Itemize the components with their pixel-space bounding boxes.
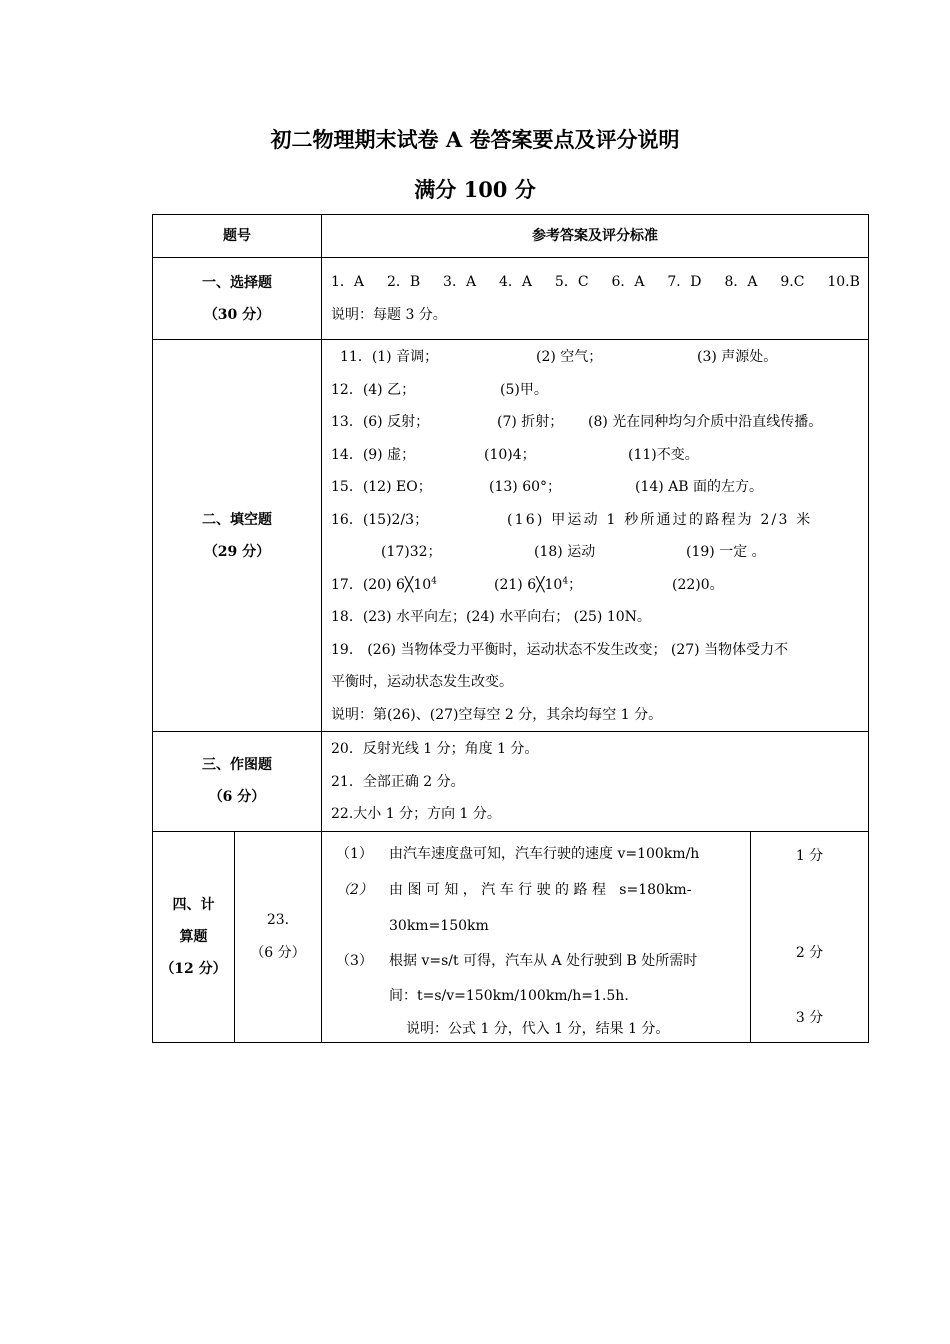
section-calc-points: （12 分） bbox=[160, 960, 227, 977]
score-value: 2 分 bbox=[795, 944, 824, 961]
step-text: 30km=150km bbox=[389, 917, 489, 934]
section-choice-label bbox=[153, 258, 322, 340]
section-choice-answers bbox=[322, 258, 869, 340]
choice-answer: 8．A bbox=[724, 274, 758, 290]
step-label: （1） bbox=[336, 845, 373, 862]
fill-answer: (5)甲。 bbox=[500, 381, 548, 398]
section-fill-row bbox=[153, 340, 869, 732]
step-text: 由 图 可 知 ， 汽 车 行 驶 的 路 程 s=180km- bbox=[389, 881, 692, 898]
fill-line-15 bbox=[331, 471, 860, 504]
fill-line-14 bbox=[331, 439, 860, 472]
step-text: 由汽车速度盘可知，汽车行驶的速度 v=100km/h bbox=[389, 845, 700, 862]
fill-answer: 15．(12) EO； bbox=[331, 479, 432, 495]
fill-exponent: 4 bbox=[431, 575, 437, 586]
fill-note: 说明：第(26)、(27)空每空 2 分，其余均每空 1 分。 bbox=[331, 706, 663, 723]
fill-answer: (7) 折射； bbox=[497, 414, 564, 430]
fill-answer: 12．(4) 乙； bbox=[331, 381, 416, 398]
section-choice-name: 一、选择题 bbox=[202, 274, 272, 291]
fill-answer: (2) 空气； bbox=[536, 349, 603, 365]
section-fill-label bbox=[153, 340, 322, 732]
fill-line-11 bbox=[331, 341, 860, 374]
fill-answer: (18) 运动 bbox=[534, 544, 596, 560]
fill-answer: 17．(20) 6╳10 bbox=[331, 576, 432, 593]
fill-line-19a: 19． (26) 当物体受力平衡时，运动状态不发生改变； (27) 当物体受力不 bbox=[331, 641, 789, 658]
drawing-line-22: 22.大小 1 分；方向 1 分。 bbox=[331, 806, 501, 822]
question-23-number: 23. bbox=[266, 912, 290, 928]
choice-answer: 1．A bbox=[331, 274, 365, 290]
question-23-scores bbox=[751, 831, 869, 1042]
choice-answer: 6．A bbox=[611, 274, 645, 290]
score-value: 3 分 bbox=[795, 1009, 824, 1026]
fill-answer: (21) 6╳10 bbox=[494, 576, 563, 593]
fill-answer: (22)0。 bbox=[672, 576, 724, 593]
fill-line-16 bbox=[331, 504, 860, 537]
choice-answer: 3．A bbox=[443, 274, 477, 290]
header-row bbox=[153, 215, 869, 258]
section-fill-name: 二、填空题 bbox=[202, 511, 272, 528]
fill-line-17 bbox=[331, 569, 860, 602]
section-choice-row bbox=[153, 258, 869, 340]
fill-answer: (19) 一定 。 bbox=[686, 544, 766, 560]
choice-answer-line bbox=[331, 266, 860, 299]
question-23-solution bbox=[322, 831, 751, 1042]
choice-note: 说明：每题 3 分。 bbox=[331, 306, 447, 323]
fill-line-19b: 平衡时，运动状态发生改变。 bbox=[331, 674, 513, 690]
section-drawing-name: 三、作图题 bbox=[202, 757, 272, 774]
question-23-label bbox=[235, 831, 322, 1042]
fill-line-16b bbox=[331, 536, 860, 569]
header-question-number: 题号 bbox=[153, 215, 322, 258]
fill-answer: 13．(6) 反射； bbox=[331, 414, 430, 430]
section-fill-answers bbox=[322, 340, 869, 732]
section-calc-label bbox=[153, 831, 235, 1042]
step-text: 间：t=s/v=150km/100km/h=1.5h. bbox=[389, 987, 629, 1004]
fill-answer: (11)不变。 bbox=[628, 446, 699, 463]
fill-line-13 bbox=[331, 406, 860, 439]
fill-answer: (10)4； bbox=[484, 446, 536, 463]
choice-answer: 5．C bbox=[554, 274, 589, 290]
section-drawing-answers bbox=[322, 732, 869, 832]
document-title: 初二物理期末试卷 A 卷答案要点及评分说明 bbox=[270, 127, 680, 152]
fill-exponent: 4 bbox=[562, 575, 569, 586]
choice-answer: 9.C bbox=[780, 274, 805, 290]
document-subtitle: 满分 100 分 bbox=[414, 177, 536, 202]
scoring-note: 说明：公式 1 分，代入 1 分，结果 1 分。 bbox=[406, 1020, 670, 1037]
fill-answer: (3) 声源处。 bbox=[697, 349, 778, 365]
section-fill-points: （29 分） bbox=[203, 543, 271, 560]
fill-answer: (17)32； bbox=[381, 544, 442, 560]
drawing-line-20: 20．反射光线 1 分；角度 1 分。 bbox=[331, 741, 539, 757]
section-drawing-points: （6 分） bbox=[208, 789, 266, 806]
choice-answer: 10.B bbox=[827, 274, 860, 290]
fill-answer: ； bbox=[568, 576, 583, 593]
fill-answer: (8) 光在同种均匀介质中沿直线传播。 bbox=[588, 414, 823, 430]
answer-table bbox=[152, 214, 869, 1043]
section-drawing-label bbox=[153, 732, 322, 832]
question-23-points: （6 分） bbox=[250, 944, 306, 961]
section-calc-name: 算题 bbox=[179, 928, 208, 945]
fill-answer: (13) 60°； bbox=[489, 479, 562, 495]
step-label: （2） bbox=[336, 881, 373, 898]
choice-answer: 7．D bbox=[667, 274, 702, 290]
section-calc-name: 四、计 bbox=[172, 896, 215, 913]
fill-answer: 16．(15)2/3； bbox=[331, 511, 429, 528]
fill-answer: (14) AB 面的左方。 bbox=[635, 479, 764, 495]
section-drawing-row bbox=[153, 732, 869, 832]
choice-answer: 4．A bbox=[498, 274, 533, 290]
step-text: 根据 v=s/t 可得，汽车从 A 处行驶到 B 处所需时 bbox=[389, 952, 698, 969]
fill-line-12 bbox=[331, 374, 860, 407]
fill-answer: 14．(9) 虚； bbox=[331, 446, 416, 463]
drawing-line-21: 21．全部正确 2 分。 bbox=[331, 773, 465, 790]
header-answer-standard: 参考答案及评分标准 bbox=[322, 215, 869, 258]
score-value: 1 分 bbox=[795, 847, 824, 864]
fill-answer: 11．(1) 音调； bbox=[340, 349, 439, 365]
choice-answer: 2．B bbox=[386, 274, 421, 290]
fill-line-18: 18．(23) 水平向左；(24) 水平向右； (25) 10N。 bbox=[331, 609, 651, 625]
step-label: （3） bbox=[336, 952, 373, 969]
section-calc-row bbox=[153, 831, 869, 1042]
section-choice-points: （30 分） bbox=[203, 306, 271, 323]
fill-answer: (16) 甲运动 1 秒所通过的路程为 2/3 米 bbox=[507, 511, 813, 528]
